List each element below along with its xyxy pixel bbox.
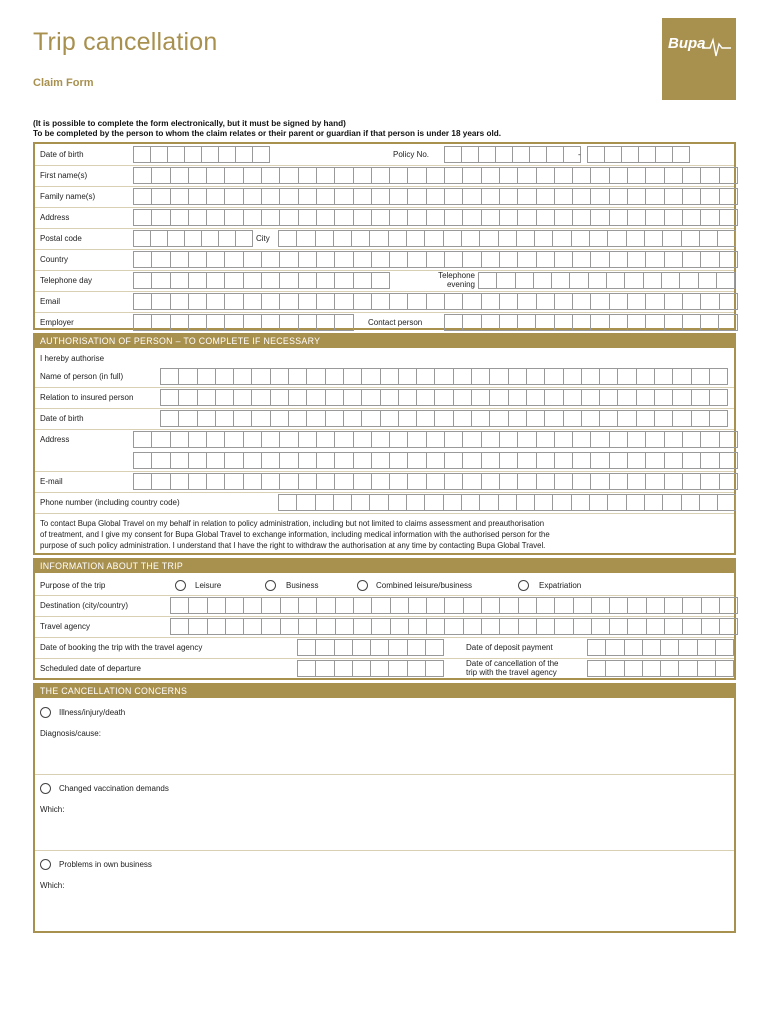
cancellation-heading: THE CANCELLATION CONCERNS bbox=[35, 685, 734, 698]
auth-address-input-1[interactable] bbox=[133, 431, 738, 448]
authorise-intro: I hereby authorise bbox=[40, 354, 105, 363]
business-problems-radio[interactable] bbox=[40, 859, 51, 870]
contact-person-input[interactable] bbox=[444, 314, 738, 331]
vaccination-which-label: Which: bbox=[40, 805, 65, 814]
telephone-evening-label-2: evening bbox=[446, 280, 475, 289]
auth-relation-label: Relation to insured person bbox=[40, 393, 134, 402]
policy-no-suffix-input[interactable] bbox=[587, 146, 690, 163]
expatriation-radio[interactable] bbox=[518, 580, 529, 591]
auth-dob-label: Date of birth bbox=[40, 414, 84, 423]
agency-label: Travel agency bbox=[40, 622, 90, 631]
employer-input[interactable] bbox=[133, 314, 354, 331]
destination-label: Destination (city/country) bbox=[40, 601, 129, 610]
city-label: City bbox=[256, 234, 270, 243]
auth-relation-input[interactable] bbox=[160, 389, 728, 406]
row-auth-dob bbox=[35, 408, 734, 430]
city-input[interactable] bbox=[278, 230, 736, 247]
note-line-1: (It is possible to complete the form electronically, but it must be signed by hand) bbox=[33, 119, 346, 128]
cancellation-section bbox=[33, 683, 736, 933]
first-names-label: First name(s) bbox=[40, 171, 88, 180]
auth-email-input[interactable] bbox=[133, 473, 738, 490]
cancel-date-label-2: trip with the travel agency bbox=[466, 668, 557, 677]
business-radio[interactable] bbox=[265, 580, 276, 591]
purpose-label: Purpose of the trip bbox=[40, 581, 106, 590]
combined-radio[interactable] bbox=[357, 580, 368, 591]
postal-code-input[interactable] bbox=[133, 230, 253, 247]
authorisation-section bbox=[33, 333, 736, 555]
row-family-names bbox=[35, 186, 734, 208]
destination-input[interactable] bbox=[170, 597, 738, 614]
trip-info-section bbox=[33, 558, 736, 680]
booking-date-label: Date of booking the trip with the travel agency bbox=[40, 643, 203, 652]
family-names-input[interactable] bbox=[133, 188, 738, 205]
policy-no-input[interactable] bbox=[444, 146, 581, 163]
personal-details-section bbox=[33, 142, 736, 330]
consent-line-1: To contact Bupa Global Travel on my behalf in relation to policy administration, including but not limited to claims assessment and preauthorisation bbox=[40, 519, 545, 528]
business-problems-label: Problems in own business bbox=[59, 860, 152, 869]
trip-info-heading: INFORMATION ABOUT THE TRIP bbox=[35, 560, 734, 573]
leisure-radio[interactable] bbox=[175, 580, 186, 591]
bupa-logo bbox=[662, 18, 736, 100]
heartbeat-icon bbox=[702, 36, 732, 58]
note-line-2: To be completed by the person to whom the claim relates or their parent or guardian if that person is under 18 years old. bbox=[33, 129, 501, 138]
deposit-date-label: Date of deposit payment bbox=[466, 643, 553, 652]
postal-code-label: Postal code bbox=[40, 234, 82, 243]
leisure-label: Leisure bbox=[195, 581, 222, 590]
telephone-day-label: Telephone day bbox=[40, 276, 93, 285]
country-label: Country bbox=[40, 255, 69, 264]
row-auth-name bbox=[35, 366, 734, 388]
auth-address-label: Address bbox=[40, 435, 70, 444]
row-employer bbox=[35, 312, 734, 333]
illness-label: Illness/injury/death bbox=[59, 708, 126, 717]
row-auth-phone bbox=[35, 492, 734, 514]
row-telephone bbox=[35, 270, 734, 292]
deposit-date-input[interactable] bbox=[587, 639, 734, 656]
row-destination bbox=[35, 595, 734, 617]
address-input[interactable] bbox=[133, 209, 738, 226]
divider-1 bbox=[35, 774, 734, 775]
row-country bbox=[35, 249, 734, 271]
telephone-evening-label-1: Telephone bbox=[438, 271, 475, 280]
auth-phone-input[interactable] bbox=[278, 494, 736, 511]
email-label: Email bbox=[40, 297, 61, 306]
authorisation-heading: AUTHORISATION OF PERSON – TO COMPLETE IF NECESSARY bbox=[35, 335, 734, 348]
booking-date-input[interactable] bbox=[297, 639, 444, 656]
row-email bbox=[35, 291, 734, 313]
row-first-names bbox=[35, 165, 734, 187]
email-input[interactable] bbox=[133, 293, 738, 310]
row-purpose bbox=[35, 575, 734, 596]
telephone-evening-input[interactable] bbox=[478, 272, 735, 289]
row-agency bbox=[35, 616, 734, 638]
row-booking-date bbox=[35, 637, 734, 659]
telephone-day-input[interactable] bbox=[133, 272, 390, 289]
first-names-input[interactable] bbox=[133, 167, 738, 184]
vaccination-radio[interactable] bbox=[40, 783, 51, 794]
auth-name-label: Name of person (in full) bbox=[40, 372, 124, 381]
departure-input[interactable] bbox=[297, 660, 444, 677]
consent-line-2: of treatment, and I give my consent for Bupa Global Travel to exchange information, including medical information with the authorised person for the bbox=[40, 530, 550, 539]
consent-line-3: purpose of such policy administration. I understand that I have the right to withdraw the authorisation at any time by contacting Bupa Global Travel. bbox=[40, 541, 546, 550]
policy-separator: - bbox=[578, 150, 581, 159]
vaccination-label: Changed vaccination demands bbox=[59, 784, 169, 793]
auth-phone-label: Phone number (including country code) bbox=[40, 498, 180, 507]
row-auth-relation bbox=[35, 387, 734, 409]
row-address bbox=[35, 207, 734, 229]
divider-2 bbox=[35, 850, 734, 851]
logo-text: Bupa bbox=[668, 35, 706, 52]
cancel-date-input[interactable] bbox=[587, 660, 734, 677]
row-auth-address bbox=[35, 429, 734, 472]
dob-label: Date of birth bbox=[40, 150, 84, 159]
row-dob bbox=[35, 144, 734, 166]
country-input[interactable] bbox=[133, 251, 738, 268]
expatriation-label: Expatriation bbox=[539, 581, 582, 590]
employer-label: Employer bbox=[40, 318, 74, 327]
diagnosis-label: Diagnosis/cause: bbox=[40, 729, 101, 738]
address-label: Address bbox=[40, 213, 70, 222]
auth-email-label: E-mail bbox=[40, 477, 63, 486]
contact-person-label: Contact person bbox=[368, 318, 423, 327]
dob-input[interactable] bbox=[133, 146, 270, 163]
auth-name-input[interactable] bbox=[160, 368, 728, 385]
agency-input[interactable] bbox=[170, 618, 738, 635]
cancel-date-label-1: Date of cancellation of the bbox=[466, 659, 559, 668]
auth-dob-input[interactable] bbox=[160, 410, 728, 427]
family-names-label: Family name(s) bbox=[40, 192, 96, 201]
policy-no-label: Policy No. bbox=[393, 150, 430, 159]
row-auth-email bbox=[35, 471, 734, 493]
business-which-label: Which: bbox=[40, 881, 65, 890]
page-subtitle: Claim Form bbox=[33, 77, 94, 89]
illness-radio[interactable] bbox=[40, 707, 51, 718]
departure-label: Scheduled date of departure bbox=[40, 664, 141, 673]
row-postal-city bbox=[35, 228, 734, 250]
business-label: Business bbox=[286, 581, 319, 590]
row-departure bbox=[35, 658, 734, 679]
auth-address-input-2[interactable] bbox=[133, 452, 738, 469]
page-title: Trip cancellation bbox=[33, 28, 218, 56]
combined-label: Combined leisure/business bbox=[376, 581, 473, 590]
